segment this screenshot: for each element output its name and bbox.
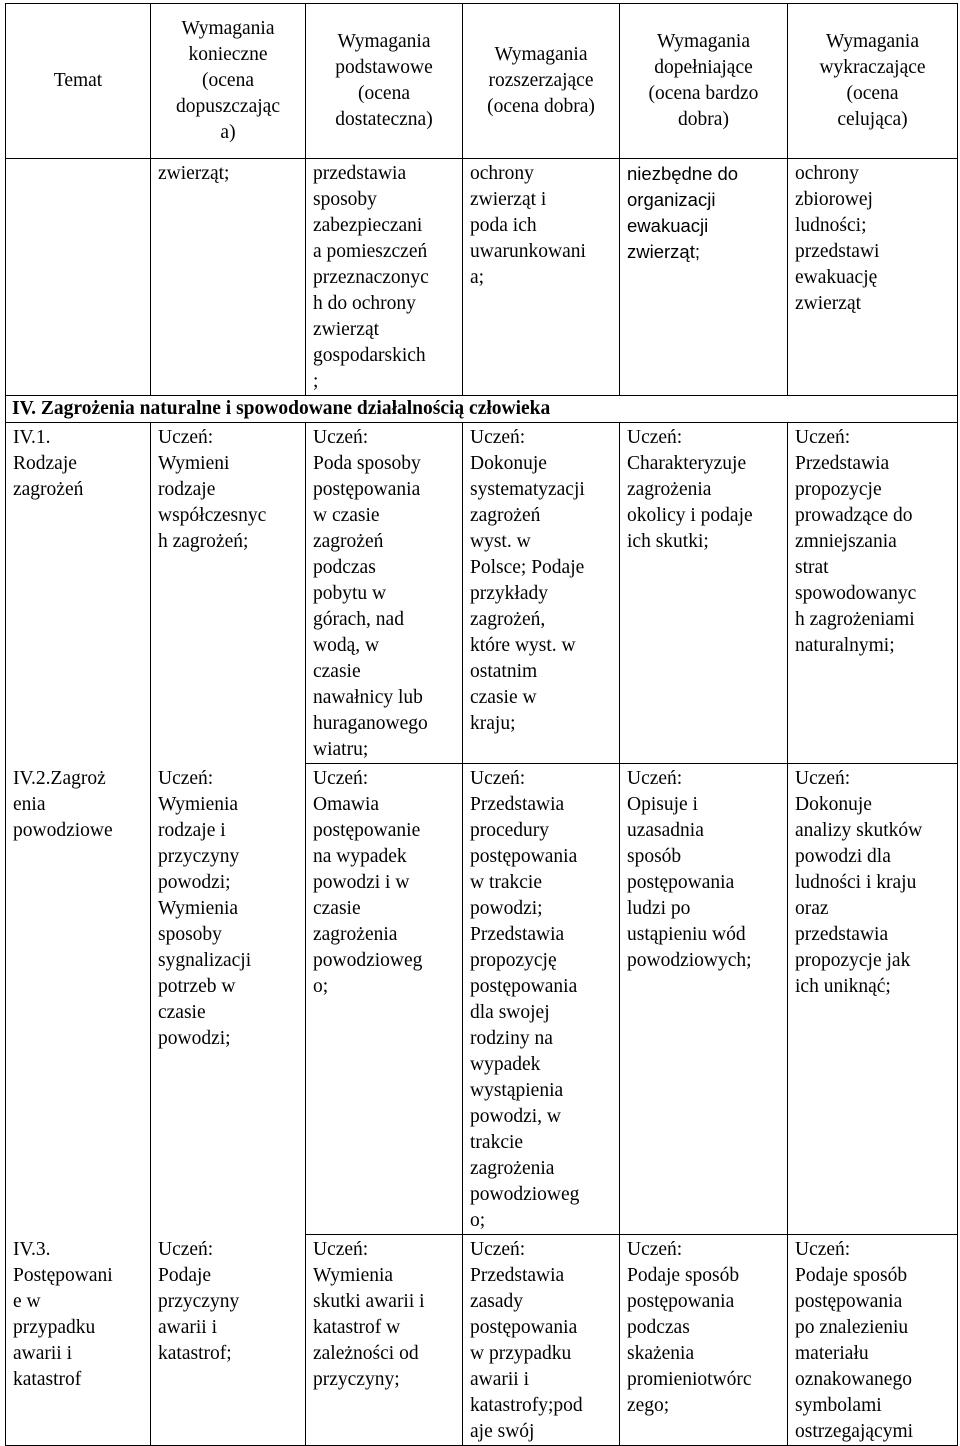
table-cell: ochrony zwierząt i poda ich uwarunkowani a;: [463, 159, 620, 396]
table-cell: Uczeń: Omawia postępowanie na wypadek powodzi i w czasie zagrożenia powodzioweg o;: [306, 764, 463, 1235]
table-cell: Uczeń: Wymieni rodzaje współczesnyc h zagrożeń;: [151, 423, 306, 764]
table-cell: przedstawia sposoby zabezpieczani a pomieszczeń przeznaczonyc h do ochrony zwierząt gospodarskich ;: [306, 159, 463, 396]
table-row: [6, 764, 958, 1235]
table-cell: Uczeń: Podaje sposób postępowania po znalezieniu materiału oznakowanego symbolami ostrzegającymi: [788, 1235, 958, 1446]
table-cell: Uczeń: Dokonuje analizy skutków powodzi dla ludności i kraju oraz przedstawia propozycje jak ich uniknąć;: [788, 764, 958, 1235]
topic-cell: IV.3. Postępowani e w przypadku awarii i katastrof: [6, 1235, 151, 1446]
table-cell: [6, 159, 151, 396]
header-exceeding: Wymagania wykraczające (ocena celująca): [788, 4, 958, 159]
table-row: [6, 159, 958, 396]
header-extended: Wymagania rozszerzające (ocena dobra): [463, 4, 620, 159]
requirements-table: [5, 3, 958, 1446]
table-cell: Uczeń: Przedstawia zasady postępowania w przypadku awarii i katastrofy;pod aje swój: [463, 1235, 620, 1446]
table-cell: Uczeń: Przedstawia procedury postępowania w trakcie powodzi; Przedstawia propozycję postępowania dla swojej rodziny na wypadek wystąpienia powodzi, w trakcie zagrożenia powodzioweg o;: [463, 764, 620, 1235]
table-cell: Uczeń: Przedstawia propozycje prowadzące do zmniejszania strat spowodowanyc h zagrożeniami naturalnymi;: [788, 423, 958, 764]
topic-cell: IV.2.Zagroż enia powodziowe: [6, 764, 151, 1235]
table-cell: Uczeń: Wymienia rodzaje i przyczyny powodzi; Wymienia sposoby sygnalizacji potrzeb w czasie powodzi;: [151, 764, 306, 1235]
table-row: [6, 1235, 958, 1446]
section-row: [6, 396, 958, 423]
table-cell: niezbędne do organizacji ewakuacji zwierząt;: [620, 159, 788, 396]
header-supplementary: Wymagania dopełniające (ocena bardzo dobra): [620, 4, 788, 159]
section-title: IV. Zagrożenia naturalne i spowodowane działalnością człowieka: [6, 396, 958, 423]
table-cell: Uczeń: Charakteryzuje zagrożenia okolicy i podaje ich skutki;: [620, 423, 788, 764]
header-row: [6, 4, 958, 159]
table-row: [6, 423, 958, 764]
table-cell: Uczeń: Poda sposoby postępowania w czasie zagrożeń podczas pobytu w górach, nad wodą, w czasie nawałnicy lub huraganowego wiatru;: [306, 423, 463, 764]
table-cell: Uczeń: Podaje sposób postępowania podczas skażenia promieniotwórc zego;: [620, 1235, 788, 1446]
header-topic: Temat: [6, 4, 151, 159]
table-cell: Uczeń: Dokonuje systematyzacji zagrożeń wyst. w Polsce; Podaje przykłady zagrożeń, które wyst. w ostatnim czasie w kraju;: [463, 423, 620, 764]
header-required: Wymagania konieczne (ocena dopuszczając a): [151, 4, 306, 159]
table-cell: Uczeń: Wymienia skutki awarii i katastrof w zależności od przyczyny;: [306, 1235, 463, 1446]
table-cell: Uczeń: Opisuje i uzasadnia sposób postępowania ludzi po ustąpieniu wód powodziowych;: [620, 764, 788, 1235]
header-basic: Wymagania podstawowe (ocena dostateczna): [306, 4, 463, 159]
topic-cell: IV.1. Rodzaje zagrożeń: [6, 423, 151, 764]
table-cell: Uczeń: Podaje przyczyny awarii i katastrof;: [151, 1235, 306, 1446]
table-cell: ochrony zbiorowej ludności; przedstawi ewakuację zwierząt: [788, 159, 958, 396]
table-cell: zwierząt;: [151, 159, 306, 396]
